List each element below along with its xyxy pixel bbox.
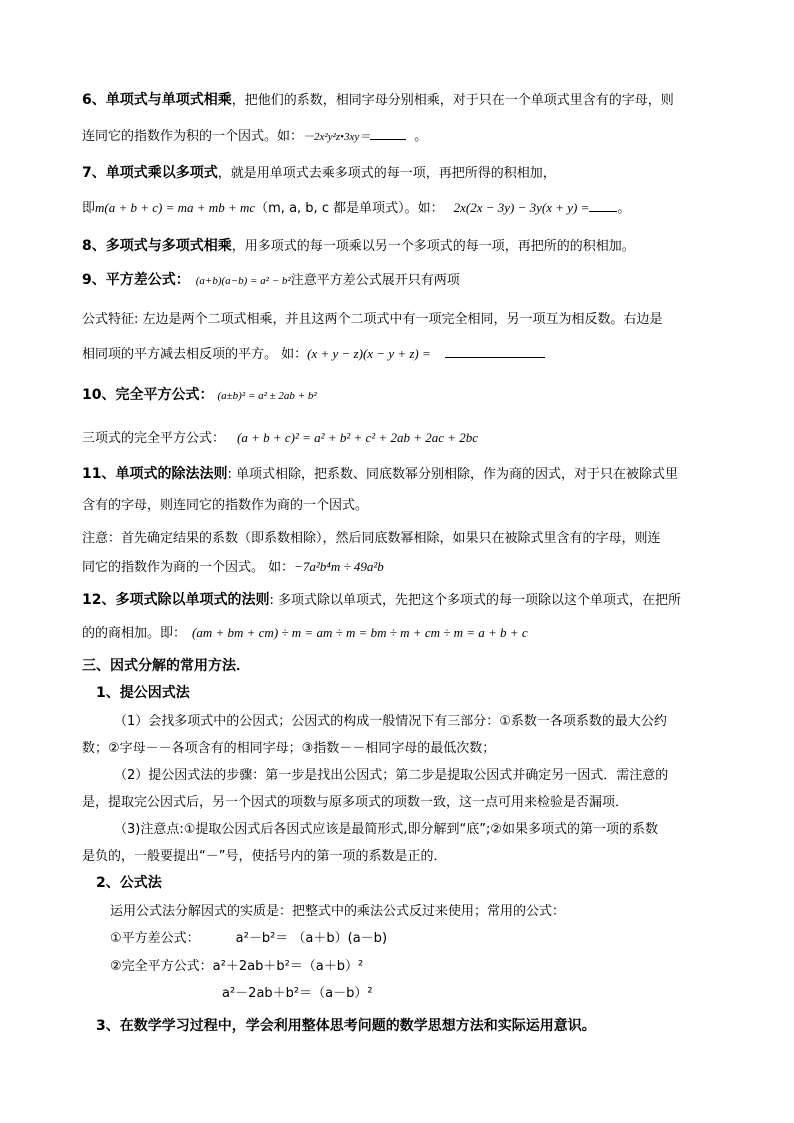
section-10-line-1 <box>82 385 317 406</box>
part-3-p3a <box>114 819 658 840</box>
part-3-sub-1 <box>96 683 190 703</box>
section-12-line-1 <box>82 590 681 611</box>
section-9-title: 9、平方差公式： <box>82 272 190 288</box>
section-7-title: 7、单项式乘以多项式 <box>82 165 218 181</box>
section-7-rule-formula: m(a + b + c) = ma + mb + mc <box>95 200 256 215</box>
section-9-note: 注意平方差公式展开只有两项 <box>290 273 460 288</box>
section-11-text: : 单项式相除，把系数、同底数幂分别相除，作为商的因式，对于只在被除式里 <box>227 467 678 482</box>
paragraph-text: 是负的，一般要提出“－”号，使括号内的第一项的系数是正的． <box>82 849 447 864</box>
section-6-example-formula: －2x²y²z•3xy＝ <box>303 131 371 143</box>
section-10-line-2 <box>82 428 478 449</box>
part-3-formula-1 <box>110 928 387 949</box>
section-7-line-1 <box>82 163 556 184</box>
part-3-p1a <box>114 711 667 732</box>
section-9-line-3 <box>82 343 545 365</box>
paragraph-text: （2）提公因式法的步骤：第一步是找出公因式；第二步是提取公因式并确定另一因式．需注意的 <box>114 768 669 783</box>
section-12-title: 12、多项式除以单项式的法则 <box>82 592 270 608</box>
section-11-line-2 <box>82 495 368 516</box>
section-6-text-2: 连同它的指数作为积的一个因式。如： <box>82 129 304 144</box>
section-11-example-formula: −7a²b⁴m ÷ 49a²b <box>294 559 384 574</box>
paragraph-text: （1）会找多项式中的公因式；公因式的构成一般情况下有三部分：①系数一各项系数的最大公约 <box>114 714 667 729</box>
formula-text: a²－b²＝ （a＋b）(a－b) <box>235 931 388 946</box>
section-11-note-2 <box>82 557 384 578</box>
section-11-note-text-2: 同它的指数作为商的一个因式。 如： <box>82 560 295 575</box>
section-9-line-2 <box>82 309 663 330</box>
part-3-sub-3-heading: 3、在数学学习过程中，学会利用整体思考问题的数学思想方法和实际运用意识。 <box>96 1018 596 1034</box>
part-3-sub-3 <box>96 1016 596 1036</box>
section-9-line-1 <box>82 270 460 291</box>
answer-blank <box>589 197 617 212</box>
part-3-formula-3 <box>222 983 373 1004</box>
section-6-text: ，把他们的系数，相同字母分别相乘，对于只在一个单项式里含有的字母，则 <box>231 93 674 108</box>
section-10-formula: (a±b)² = a² ± 2ab + b² <box>217 390 317 402</box>
part-3-p1b <box>82 738 495 759</box>
part-3-formula-2 <box>110 956 363 977</box>
part-3-heading: 三、因式分解的常用方法． <box>82 658 250 674</box>
section-6-line-1 <box>82 90 674 111</box>
part-3-title <box>82 656 250 676</box>
section-7-text: ，就是用单项式去乘多项式的每一项，再把所得的积相加， <box>217 166 556 181</box>
paragraph-text: （3)注意点:①提取公因式后各因式应该是最简形式,即分解到“底”;②如果多项式的第一项的系数 <box>114 822 659 837</box>
section-7-prefix: 即 <box>82 201 96 216</box>
section-7-example-formula: 2x(2x − 3y) − 3y(x + y) = <box>453 200 590 215</box>
section-7-end: 。 <box>617 201 631 216</box>
answer-blank <box>370 125 406 140</box>
part-3-p2a <box>114 765 668 786</box>
section-6-title: 6、单项式与单项式相乘 <box>82 92 232 108</box>
section-9-formula: (a+b)(a−b) = a² − b² <box>195 275 291 287</box>
section-11-line-1 <box>82 464 678 485</box>
part-3-method <box>110 901 565 922</box>
section-9-example-formula: (x + y − z)(x − y + z) = <box>307 346 431 361</box>
part-3-p2b <box>82 792 628 813</box>
section-7-line-2 <box>82 197 630 219</box>
section-9-feature-2: 相同项的平方减去相反项的平方。 如： <box>82 347 308 362</box>
section-11-note-text: 注意：首先确定结果的系数（即系数相除），然后同底数幂相除，如果只在被除式里含有的字母，则连 <box>82 531 661 546</box>
section-10-tri-formula: (a + b + c)² = a² + b² + c² + 2ab + 2ac + 2bc <box>237 430 479 445</box>
formula-label: ①平方差公式： <box>110 931 200 946</box>
part-3-p3b <box>82 846 446 867</box>
section-12-text-2: 的的商相加。即： <box>82 626 187 641</box>
section-6-line-2 <box>82 125 427 147</box>
formula-text: a²－2ab＋b²＝（a－b）² <box>222 986 373 1001</box>
section-11-title: 11、单项式的除法法则 <box>82 466 228 482</box>
formula-label: ②完全平方公式： <box>110 959 213 974</box>
paragraph-text: 数；②字母－－各项含有的相同字母；③指数－－相同字母的最低次数； <box>82 741 496 756</box>
section-11-note-1 <box>82 528 661 549</box>
section-6-end: 。 <box>414 129 428 144</box>
section-10-title: 10、完全平方公式： <box>82 387 214 403</box>
section-9-feature-1: 公式特征: 左边是两个二项式相乘，并且这两个二项式中有一项完全相同，另一项互为相反数。右边是 <box>82 312 663 327</box>
formula-text: a²＋2ab＋b²＝（a＋b）² <box>212 959 364 974</box>
section-7-text-2: （m, a, b, c 都是单项式）。如： <box>255 201 444 216</box>
paragraph-text: 是，提取完公因式后，另一个因式的项数与原多项式的项数一致，这一点可用来检验是否漏项． <box>82 795 629 810</box>
section-12-text: : 多项式除以单项式，先把这个多项式的每一项除以这个单项式，在把所 <box>269 593 681 608</box>
answer-blank <box>445 343 545 358</box>
section-8-title: 8、多项式与多项式相乘 <box>82 238 232 254</box>
section-12-line-2 <box>82 623 528 644</box>
part-3-sub-2 <box>96 873 162 893</box>
section-8-text: ，用多项式的每一项乘以另一个多项式的每一项，再把所的的积相加。 <box>231 239 635 254</box>
paragraph-text: 运用公式法分解因式的实质是：把整式中的乘法公式反过来使用；常用的公式： <box>110 904 566 919</box>
section-11-text-2: 含有的字母，则连同它的指数作为商的一个因式。 <box>82 498 369 513</box>
section-10-tri-label: 三项式的完全平方公式： <box>82 431 226 446</box>
part-3-sub-1-heading: 1、提公因式法 <box>96 685 190 701</box>
section-8-line <box>82 236 635 257</box>
part-3-sub-2-heading: 2、公式法 <box>96 875 162 891</box>
section-12-formula: (am + bm + cm) ÷ m = am ÷ m = bm ÷ m + cm ÷ m = a + b + c <box>192 625 528 640</box>
